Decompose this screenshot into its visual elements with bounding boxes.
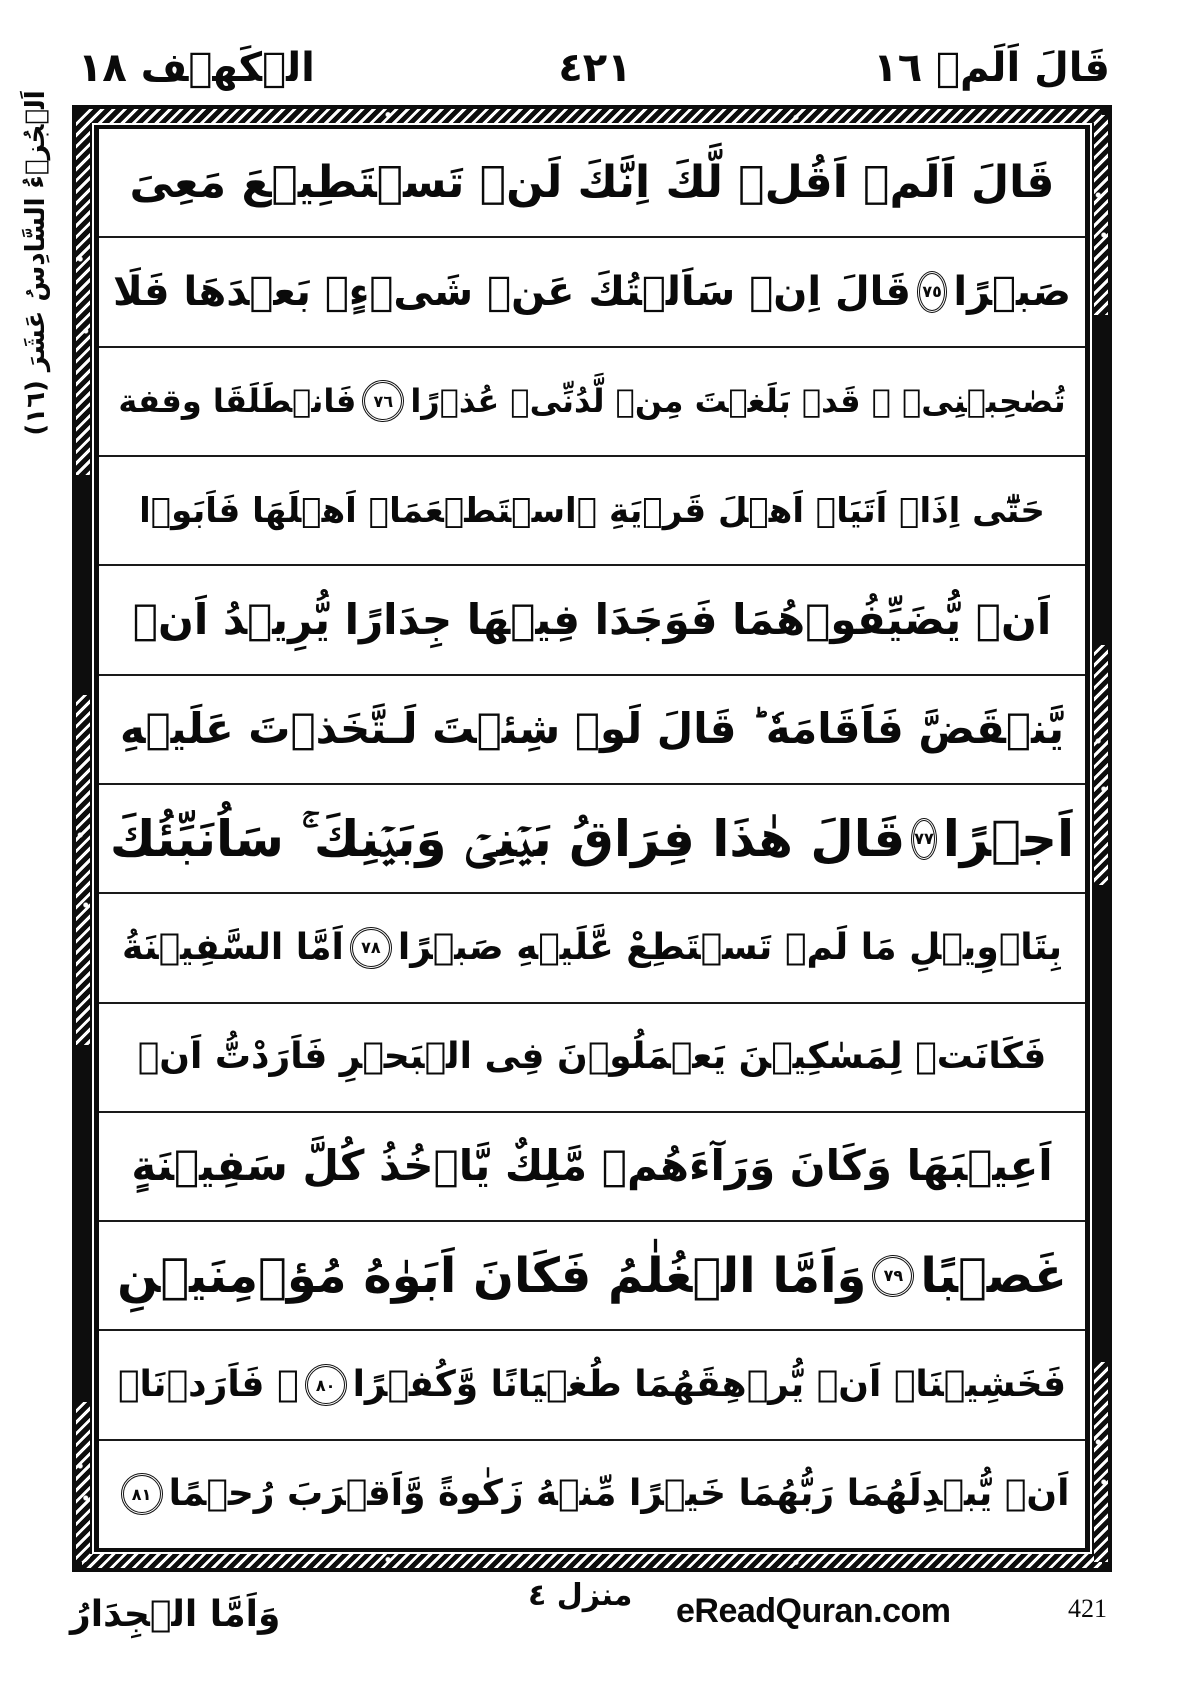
line-text: اَجۡرًا: [942, 809, 1075, 868]
line-text: اَعِيۡبَهَا وَكَانَ وَرَآءَهُمۡ مَّلِكٌ يَّاۡخُذُ كُلَّ سَفِيۡنَةٍ: [131, 1141, 1053, 1191]
ornament-right-icon: [1094, 645, 1108, 885]
surah-header-label: الۡكَهۡف ١٨: [78, 45, 315, 91]
page-border-frame: [72, 105, 1112, 1572]
quran-text-area: [97, 127, 1087, 1550]
line-text-after: قَالَ هٰذَا فِرَاقُ بَيۡنِىۡ وَبَيۡنِكَ‌ ۚ سَاُنَبِّئُكَ: [109, 809, 906, 868]
line-text: فَخَشِيۡنَاۤ اَنۡ يُّرۡهِقَهُمَا طُغۡيَانًا وَّكُفۡرًا: [352, 1364, 1067, 1406]
ayah-marker-icon: ٧٨: [350, 927, 392, 969]
text-line: [99, 894, 1085, 1003]
ornament-top-icon: [82, 109, 1102, 123]
ornament-left-icon: [76, 1402, 90, 1562]
juz-side-note: [14, 90, 58, 436]
ayah-marker-icon: ٧٦: [362, 380, 404, 422]
ayah-marker-icon: ٧٥: [917, 271, 948, 313]
line-text-after: اَمَّا السَّفِيۡنَةُ: [121, 926, 344, 968]
page-number: 421: [1068, 1594, 1107, 1623]
ayah-marker-icon: ٧٧: [911, 818, 937, 860]
text-line: [99, 566, 1085, 675]
juz-side-note-text: اَلۡجُزۡءُ السَّادِسُ عَشَرَ (١٦): [21, 90, 51, 436]
line-text-after: وَاَمَّا الۡغُلٰمُ فَكَانَ اَبَوٰهُ مُؤۡمِنَيۡنِ: [117, 1247, 867, 1304]
text-line: [99, 238, 1085, 347]
ornament-left-icon: [76, 695, 90, 1045]
ornament-right-icon: [1094, 115, 1108, 315]
line-text-after: قَالَ اِنۡ سَاَلۡتُكَ عَنۡ شَىۡءٍۢ بَعۡدَهَا فَلَا: [113, 268, 911, 315]
line-text: صَبۡرًا: [953, 268, 1071, 315]
ayah-marker-icon: ٨١: [121, 1473, 163, 1515]
text-line: [99, 129, 1085, 238]
text-line: [99, 1331, 1085, 1440]
line-text-after: ۚ فَاَرَدۡنَاۤ: [117, 1364, 299, 1406]
text-line: [99, 785, 1085, 894]
ayah-marker-icon: ٧٩: [872, 1255, 914, 1297]
page-number-arabic: ٤٢١: [558, 45, 632, 91]
ornament-left-icon: [76, 115, 90, 475]
text-line: [99, 348, 1085, 457]
juz-header-label: قَالَ اَلَمۡ ١٦: [873, 45, 1110, 91]
ornament-right-icon: [1094, 1362, 1108, 1562]
line-text: تُصٰحِبۡنِىۡ‌ ۚ قَدۡ بَلَغۡتَ مِنۡ لَّدُنِّىۡ عُذۡرًا: [410, 382, 1066, 421]
line-text: يَّنۡقَضَّ فَاَقَامَهٗ‌ ؕ قَالَ لَوۡ شِئۡتَ لَـتَّخَذۡتَ عَلَيۡهِ: [120, 704, 1065, 754]
text-line: [99, 1222, 1085, 1331]
ornament-bottom-icon: [82, 1554, 1102, 1568]
line-text: اَنۡ يُّبۡدِلَهُمَا رَبُّهُمَا خَيۡرًا مِّنۡهُ زَكٰوةً وَّاَقۡرَبَ رُحۡمًا: [168, 1473, 1070, 1515]
text-line: [99, 1441, 1085, 1548]
line-text: قَالَ اَلَمۡ اَقُلۡ لَّكَ اِنَّكَ لَنۡ تَسۡتَطِيۡعَ مَعِىَ: [129, 156, 1055, 208]
catchword: وَاَمَّا الۡجِدَارُ: [70, 1594, 281, 1635]
text-line: [99, 1113, 1085, 1222]
line-text: حَتّٰٓى اِذَاۤ اَتَيَاۤ اَهۡلَ قَرۡيَةِ ۨاسۡتَطۡعَمَاۤ اَهۡلَهَا فَاَبَوۡا: [139, 490, 1045, 531]
line-text: غَصۡبًا: [920, 1247, 1067, 1304]
ayah-marker-icon: ٨٠: [305, 1364, 347, 1406]
line-text: فَكَانَتۡ لِمَسٰكِيۡنَ يَعۡمَلُوۡنَ فِى الۡبَحۡرِ فَاَرَدْتُّ اَنۡ: [137, 1036, 1047, 1078]
text-line: [99, 676, 1085, 785]
text-line: [99, 457, 1085, 566]
line-text: بِتَاۡوِيۡلِ مَا لَمۡ تَسۡتَطِعْ عَّلَيۡهِ صَبۡرًا: [397, 926, 1063, 968]
manzil-label: منزل ٤: [528, 1578, 633, 1613]
site-watermark[interactable]: eReadQuran.com: [676, 1592, 951, 1630]
text-line: [99, 1004, 1085, 1113]
line-text: اَنۡ يُّضَيِّفُوۡهُمَا فَوَجَدَا فِيۡهَا جِدَارًا يُّرِيۡدُ اَنۡ: [132, 594, 1052, 644]
line-text-after: فَانۡطَلَقَا وقفة: [118, 382, 357, 421]
